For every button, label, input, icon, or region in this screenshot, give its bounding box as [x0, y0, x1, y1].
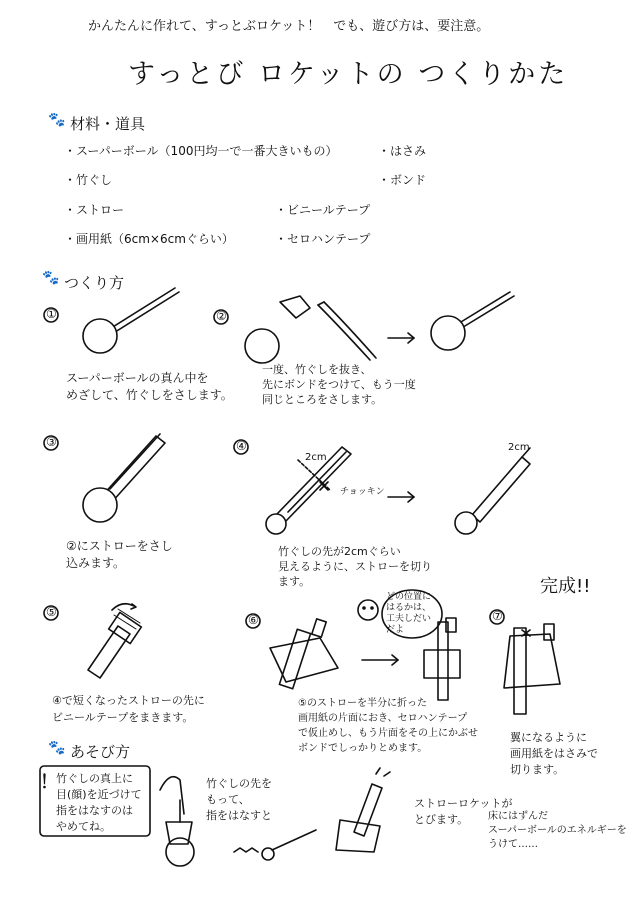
bounce-text: 床にはずんだ スーパーボールのエネルギーを うけて……	[488, 811, 627, 850]
step6-illustration	[270, 590, 460, 700]
step-circle	[490, 610, 504, 624]
material-item: ・スーパーボール（100円均一で一番大きいもの）	[64, 144, 338, 158]
material-item: ・はさみ	[378, 144, 427, 158]
paw-icon: 🐾	[48, 112, 66, 128]
step-text: 一度、竹ぐしを抜き、 先にボンドをつけて、もう一度 同じところをさします。	[262, 363, 416, 406]
step-number: ①	[46, 307, 57, 321]
material-item: ・セロハンテープ	[275, 232, 371, 246]
step-circle	[214, 310, 228, 324]
step1-illustration	[83, 288, 179, 353]
step-circle	[44, 436, 58, 450]
play-instruction: 竹ぐしの先を もって、 指をはなすと	[206, 777, 272, 822]
material-item: ・ビニールテープ	[275, 203, 371, 217]
step-circle	[44, 606, 58, 620]
play-heading: あそび方	[70, 743, 131, 761]
step7-illustration	[504, 624, 560, 714]
step-text: 竹ぐしの先が2cmぐらい 見えるように、ストローを切り ます。	[278, 545, 432, 588]
step-text: スーパーボールの真ん中を めざして、竹ぐしをさします。	[66, 371, 233, 402]
step-text: ②にストローをさし 込みます。	[66, 539, 173, 570]
step-circle	[246, 614, 260, 628]
step-number: ⑤	[46, 605, 57, 619]
page-title: すっとび ロケットの つくりかた	[128, 59, 569, 90]
complete-label: 完成!!	[540, 576, 591, 597]
paw-icon: 🐾	[48, 740, 66, 756]
step3-illustration	[83, 434, 165, 522]
step-number: ⑥	[248, 613, 259, 627]
measure-label: 2cm	[508, 442, 530, 453]
step-text: ④で短くなったストローの先に ビニールテープをまきます。	[52, 694, 205, 724]
step-number: ⑦	[492, 609, 503, 623]
warning-mark: ！	[40, 772, 58, 793]
step-circle	[44, 308, 58, 322]
step-text: ⑤のストローを半分に折った 画用紙の片面におき、セロハンテープ で仮止めし、もう片面をその上にかぶせ ボンドでしっかりとめます。	[298, 698, 478, 754]
paw-icon: 🐾	[42, 270, 60, 286]
snip-label: チョッキン	[340, 487, 385, 497]
measure-label: 2cm	[305, 452, 327, 463]
step-number: ③	[46, 435, 57, 449]
material-item: ・ボンド	[378, 173, 427, 187]
step2-illustration	[245, 292, 514, 363]
step-text: 翼になるように 画用紙をはさみで 切ります。	[510, 731, 598, 776]
step5-illustration	[88, 604, 141, 678]
step-number: ②	[216, 309, 227, 323]
howto-heading: つくり方	[64, 274, 125, 292]
tagline: かんたんに作れて、すっとぶロケット！ でも、遊び方は、要注意。	[88, 19, 490, 34]
play-illustration	[40, 766, 390, 866]
step4-illustration	[266, 447, 530, 534]
material-item: ・竹ぐし	[64, 173, 113, 187]
step-number: ④	[236, 439, 247, 453]
warning-text: 竹ぐしの真上に 目(顔)を近づけて 指をはなすのは やめてね。	[56, 772, 142, 833]
speech-bubble-text: どの位置に はるかは、 工夫しだい だよ	[386, 592, 432, 635]
flight-text: ストローロケットが とびます。	[414, 797, 513, 826]
material-item: ・ストロー	[64, 203, 125, 217]
step-circle	[234, 440, 248, 454]
material-item: ・画用紙（6cm×6cmぐらい）	[64, 232, 234, 246]
materials-heading: 材料・道具	[70, 115, 146, 133]
